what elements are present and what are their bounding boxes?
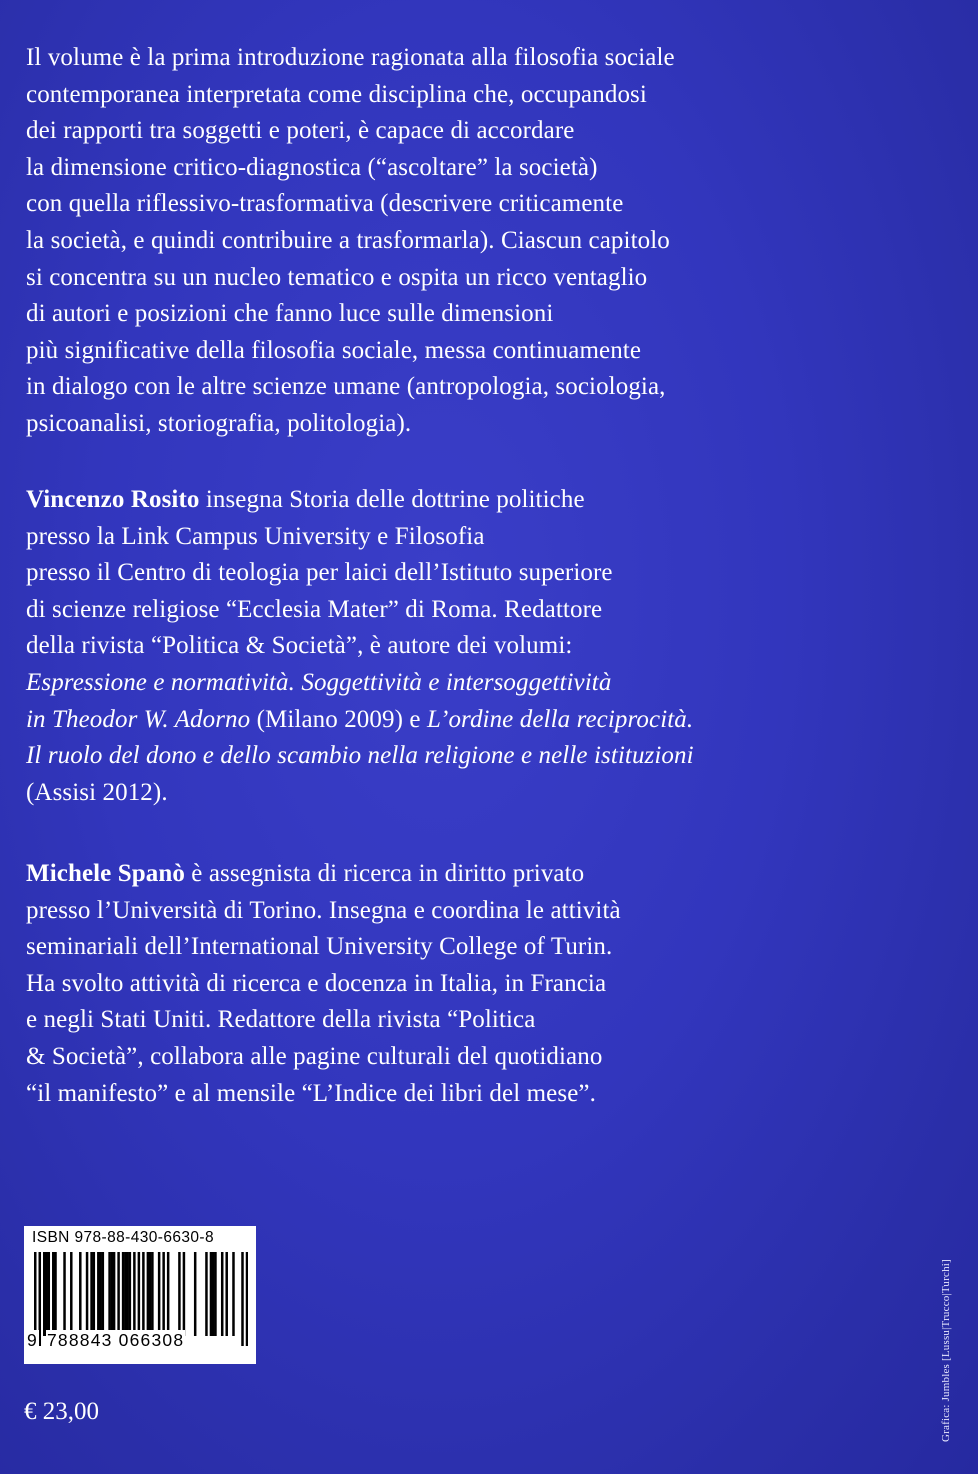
description-line: di autori e posizioni che fanno luce sulle dimensioni	[26, 300, 554, 328]
bio-line	[26, 482, 926, 519]
publication-info: (Milano 2009) e	[250, 705, 427, 733]
bio-line: di scienze religiose “Ecclesia Mater” di Roma. Redattore	[26, 595, 603, 623]
bio-line: “il manifesto” e al mensile “L’Indice dei libri del mese”.	[26, 1079, 596, 1107]
description-line: più significative della filosofia sociale, messa continuamente	[26, 336, 642, 364]
book-title: Espressione e normatività. Soggettività e intersoggettività	[26, 668, 612, 696]
author-bio-rosito	[26, 482, 926, 811]
description-line: la dimensione critico-diagnostica (“ascoltare” la società)	[26, 153, 598, 181]
bio-line: presso l’Università di Torino. Insegna e coordina le attività	[26, 896, 621, 924]
price-label: € 23,00	[24, 1398, 99, 1425]
book-title: L’ordine della reciprocità.	[426, 705, 694, 733]
publication-info: (Assisi 2012).	[26, 778, 168, 806]
bio-line: presso la Link Campus University e Filosofia	[26, 522, 485, 550]
bio-line: & Società”, collabora alle pagine culturali del quotidiano	[26, 1042, 603, 1070]
bio-line: e negli Stati Uniti. Redattore della rivista “Politica	[26, 1006, 536, 1034]
description-line: contemporanea interpretata come disciplina che, occupandosi	[26, 80, 647, 108]
design-credit: Grafica: Jumbles [Lussu|Trucco|Turchi]	[940, 1259, 952, 1442]
barcode-digits	[24, 1330, 256, 1354]
author-name: Michele Spanò	[26, 860, 185, 887]
bio-text: insegna Storia delle dottrine politiche	[199, 486, 585, 513]
isbn-barcode-label	[24, 1226, 256, 1364]
bio-text: è assegnista di ricerca in diritto privato	[184, 860, 585, 887]
bio-line	[26, 702, 926, 739]
bio-line: della rivista “Politica & Società”, è autore dei volumi:	[26, 632, 573, 660]
description-line: in dialogo con le altre scienze umane (antropologia, sociologia,	[26, 373, 666, 401]
bio-line: presso il Centro di teologia per laici dell’Istituto superiore	[26, 559, 613, 587]
bio-line: seminariali dell’International University College of Turin.	[26, 933, 613, 961]
barcode-lead-digit: 9	[27, 1330, 38, 1350]
description-line: psicoanalisi, storiografia, politologia).	[26, 409, 412, 437]
book-title: Il ruolo del dono e dello scambio nella religione e nelle istituzioni	[26, 742, 694, 770]
barcode-digit-groups: 788843 066308	[47, 1330, 185, 1350]
description-line: la società, e quindi contribuire a trasformarla). Ciascun capitolo	[26, 226, 670, 254]
description-line: dei rapporti tra soggetti e poteri, è capace di accordare	[26, 117, 575, 145]
description-line: con quella riflessivo-trasformativa (descrivere criticamente	[26, 190, 624, 218]
bio-line: Ha svolto attività di ricerca e docenza in Italia, in Francia	[26, 969, 607, 997]
description-line: Il volume è la prima introduzione ragionata alla filosofia sociale	[26, 44, 675, 71]
book-title: in Theodor W. Adorno	[26, 705, 251, 733]
author-bio-spano	[26, 856, 926, 1112]
isbn-number: ISBN 978-88-430-6630-8	[32, 1229, 214, 1246]
author-name: Vincenzo Rosito	[26, 486, 200, 513]
bio-line	[26, 856, 926, 893]
book-description	[26, 40, 926, 443]
description-line: si concentra su un nucleo tematico e ospita un ricco ventaglio	[26, 263, 648, 291]
